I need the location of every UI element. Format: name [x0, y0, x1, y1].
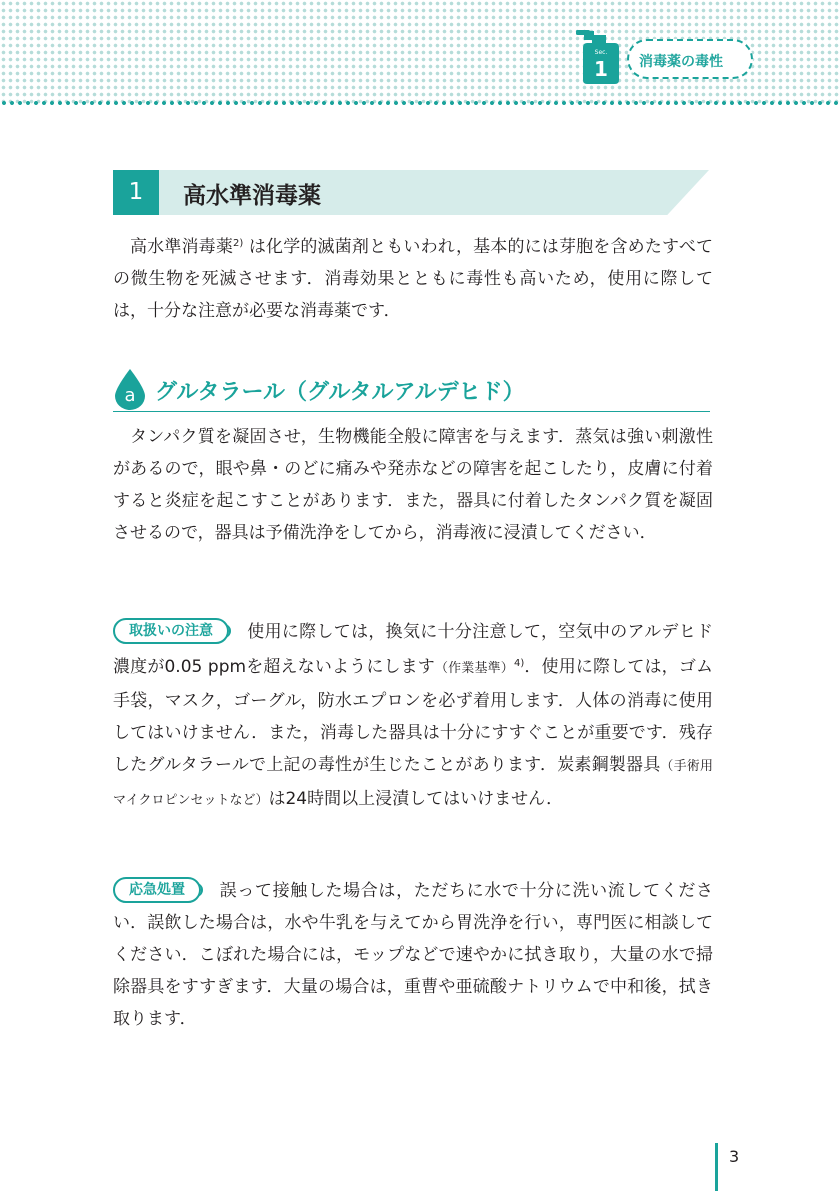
heading-number: 1 [113, 170, 159, 215]
subsection-drop-icon [113, 368, 147, 410]
subsection-title: グルタラール（グルタルアルデヒド） [155, 380, 525, 405]
header-divider [0, 100, 839, 106]
caution-ref: 4) [513, 658, 525, 669]
first-aid-text: 誤って接触した場合は，ただちに水で十分に洗い流してください．誤飲した場合は，水や牛乳を与えてから胃洗浄を行い，専門医に相談してください．こぼれた場合には，モップなどで速やかに拭き取り，大量の水で掃除器具をすすぎます．大量の場合は，重曹や亜硫酸ナトリウムで中和後，拭き取ります． [113, 881, 713, 1029]
section-number: 1 [594, 57, 608, 81]
caution-paragraph [113, 616, 713, 817]
section-title-tag [627, 39, 753, 79]
intro-text-before: 高水準消毒薬 [130, 237, 234, 257]
first-aid-paragraph [113, 875, 713, 1035]
page-number: 3 [729, 1147, 740, 1166]
spray-bottle-icon [570, 28, 620, 84]
section-label: Sec. [594, 49, 608, 56]
page-number-bar [715, 1143, 718, 1191]
caution-text1: 使用に際しては，換気に十分注意して，空気中のアルデヒド濃度が0.05 ppmを超えないようにします [113, 622, 713, 677]
intro-paragraph [113, 228, 713, 327]
caution-small-note: （作業基準） [434, 661, 514, 676]
heading-title: 高水準消毒薬 [183, 183, 321, 209]
caution-small-note2: （手術用マイクロピンセットなど） [113, 759, 713, 808]
subsection-underline [113, 411, 710, 412]
subsection-body: タンパク質を凝固させ，生物機能全般に障害を与えます．蒸気は強い刺激性があるので，眼や鼻・のどに痛みや発赤などの障害を起こしたり，皮膚に付着すると炎症を起こすことがあります．また，器具に付着したタンパク質を凝固させるので，器具は予備洗浄をしてから，消毒液に浸漬してください． [113, 427, 713, 543]
first-aid-label: 応急処置 [113, 877, 201, 903]
subsection-letter: a [124, 385, 136, 406]
intro-ref: 2) [233, 238, 244, 249]
caution-text3: は24時間以上浸漬してはいけません． [268, 789, 564, 809]
intro-text-after: は化学的滅菌剤ともいわれ，基本的には芽胞を含めたすべての微生物を死滅させます．消毒効果とともに毒性も高いため，使用に際しては，十分な注意が必要な消毒薬です． [113, 237, 713, 321]
section-title: 消毒薬の毒性 [639, 54, 723, 70]
caution-text2: ．使用に際しては，ゴム手袋，マスク，ゴーグル，防水エプロンを必ず着用します．人体の消毒に使用してはいけません．また，消毒した器具は十分にすすぐことが重要です．残存したグルタラールで上記の毒性が生じたことがあります．炭素鋼製器具 [113, 657, 713, 775]
caution-label: 取扱いの注意 [113, 618, 229, 644]
